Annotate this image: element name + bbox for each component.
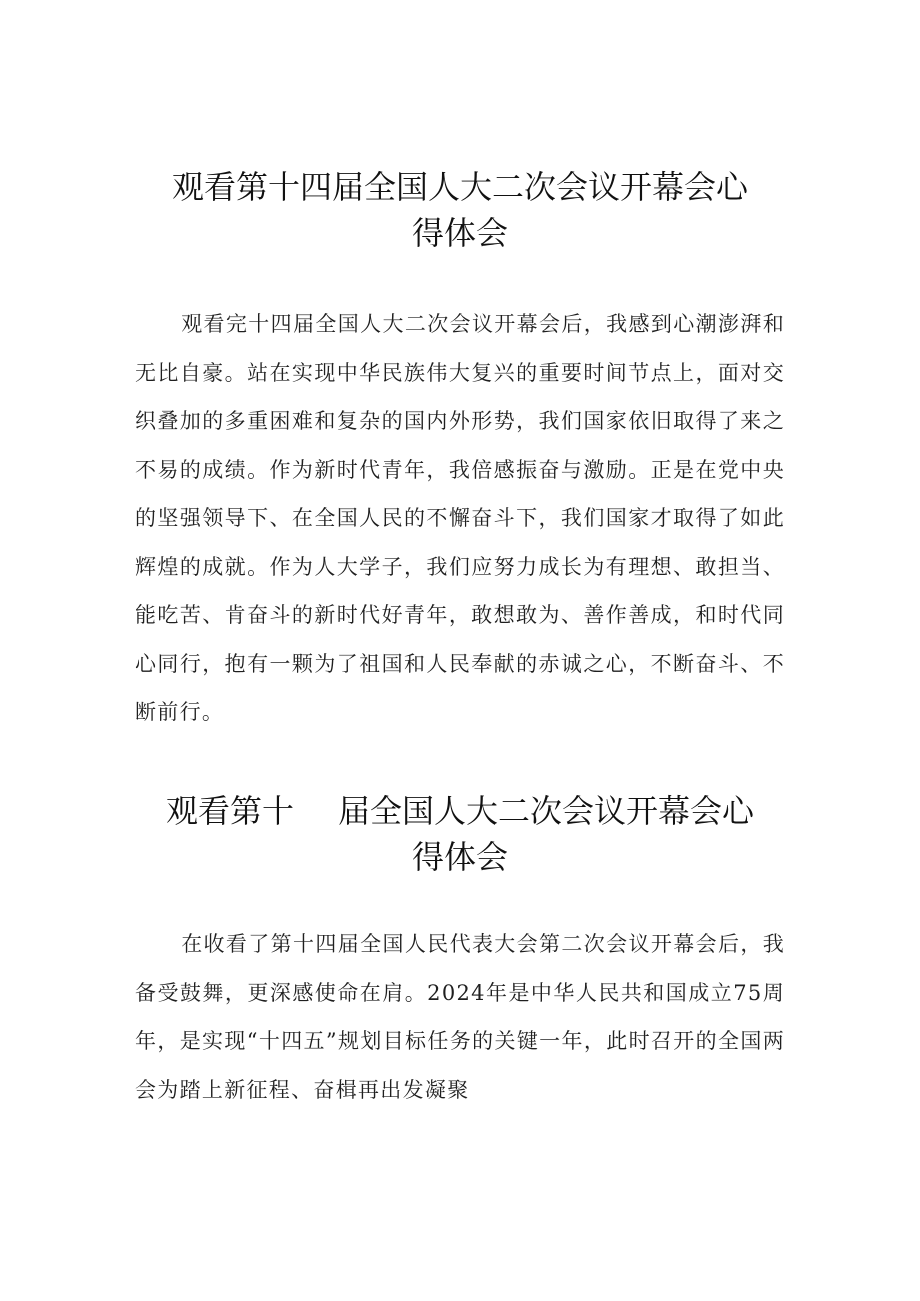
section1-title-line2: 得体会 — [411, 214, 508, 252]
section2-title-part1: 观看第十 — [165, 792, 294, 830]
section1-title-line1: 观看第十四届全国人大二次会议开幕会心 — [171, 168, 748, 206]
section2-title — [140, 788, 780, 880]
section1-title — [140, 164, 780, 256]
section1-body: 观看完十四届全国人大二次会议开幕会后，我感到心潮澎湃和无比自豪。站在实现中华民族伟大复兴的重要时间节点上，面对交织叠加的多重困难和复杂的国内外形势，我们国家依旧取得了来之不易的成绩。作为新时代青年，我倍感振奋与激励。正是在党中央的坚强领导下、在全国人民的不懈奋斗下，我们国家才取得了如此辉煌的成就。作为人大学子，我们应努力成长为有理想、敢担当、能吃苦、肯奋斗的新时代好青年，敢想敢为、善作善成，和时代同心同行，抱有一颗为了祖国和人民奉献的赤诚之心，不断奋斗、不断前行。 — [135, 312, 785, 724]
section2-title-line2: 得体会 — [411, 838, 508, 876]
section2-title-part2: 届全国人大二次会议开幕会心 — [338, 792, 755, 830]
section2-body: 在收看了第十四届全国人民代表大会第二次会议开幕会后，我备受鼓舞，更深感使命在肩。2024年是中华人民共和国成立75周年，是实现“十四五”规划目标任务的关键一年，此时召开的全国两会为踏上新征程、奋楫再出发凝聚 — [135, 932, 785, 1102]
